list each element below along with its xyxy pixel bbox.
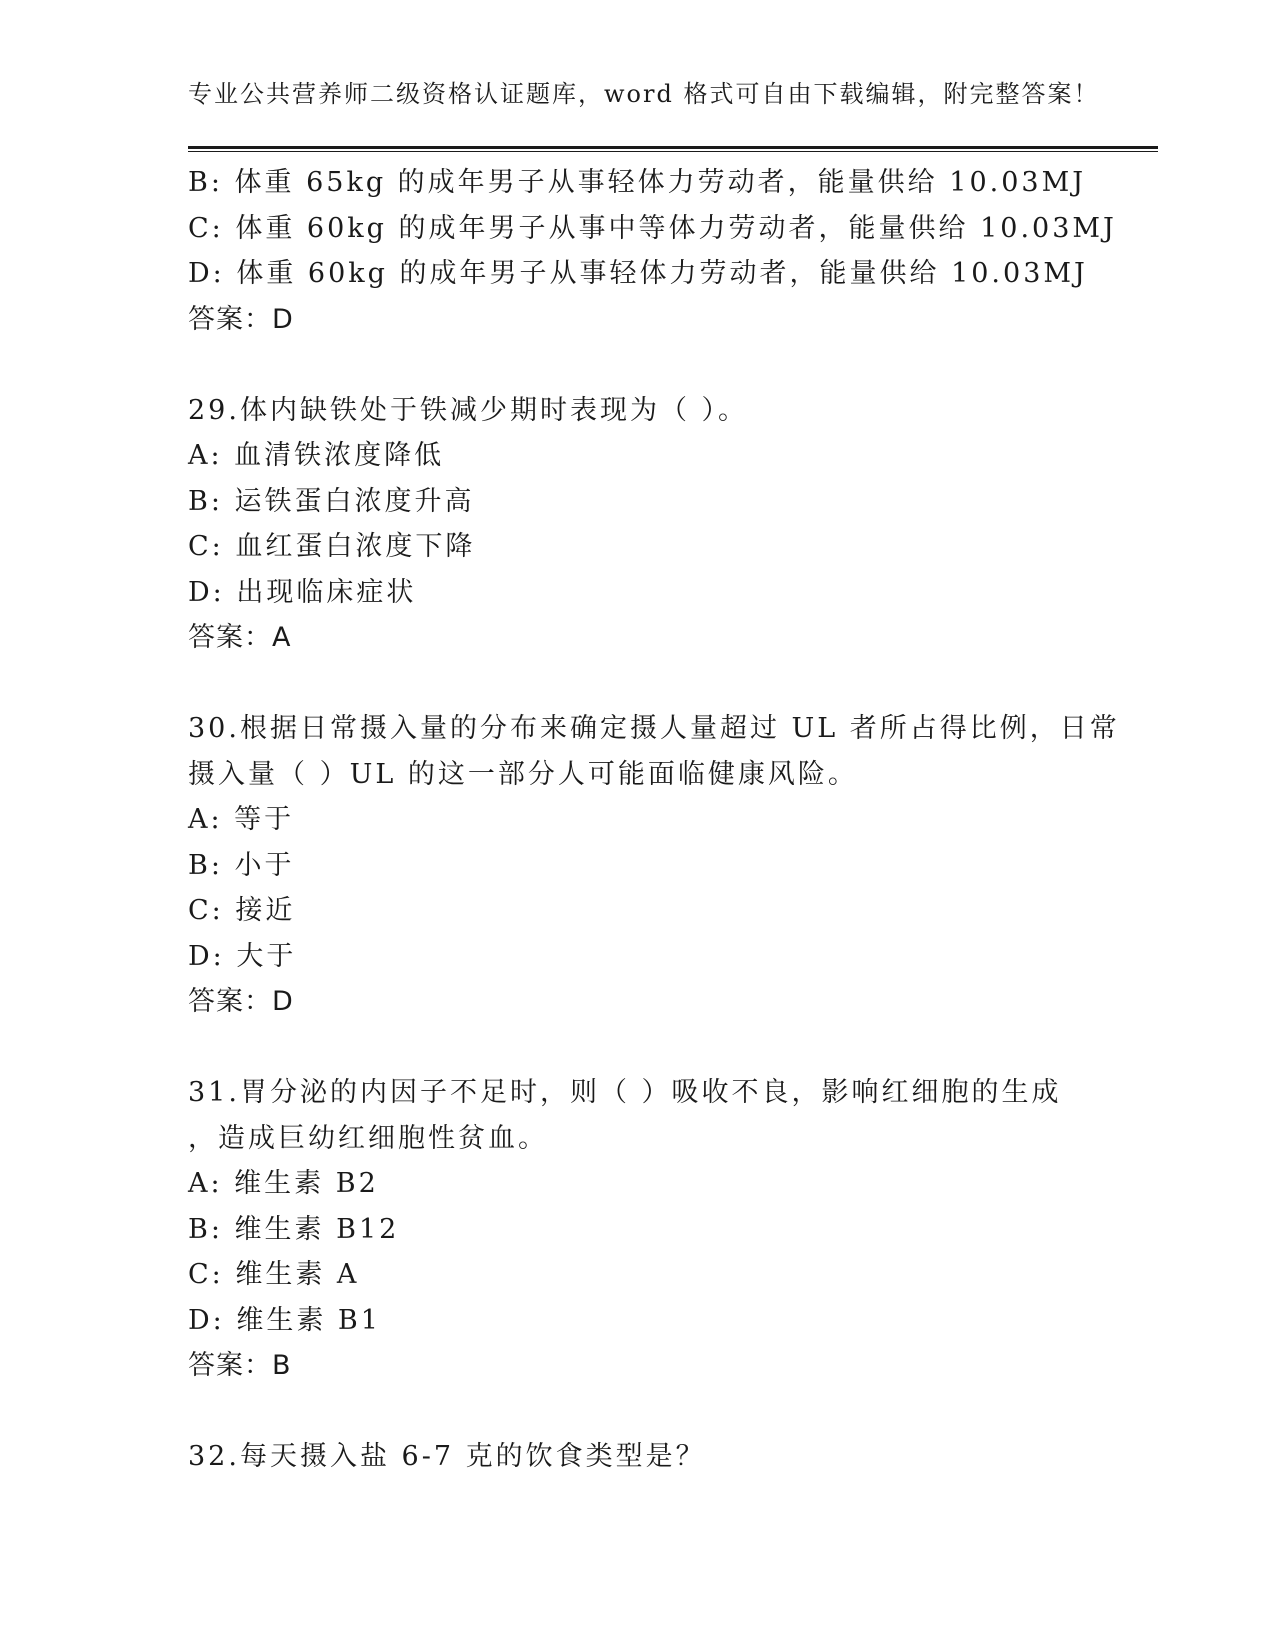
option-b: B: 小于 <box>188 849 295 881</box>
question-stem-line-2: 摄入量（ ）UL 的这一部分人可能面临健康风险。 <box>188 758 858 790</box>
option-b: B: 维生素 B12 <box>188 1213 400 1245</box>
spacer <box>188 1025 1088 1071</box>
question-31 <box>188 1070 1088 1389</box>
option-d: D: 维生素 B1 <box>188 1304 381 1336</box>
option-c: C: 体重 60kg 的成年男子从事中等体力劳动者，能量供给 10.03MJ <box>188 212 1117 244</box>
question-stem-line-1: 30.根据日常摄入量的分布来确定摄人量超过 UL 者所占得比例，日常 <box>188 713 1120 744</box>
question-list <box>188 160 1120 1480</box>
option-c: C: 接近 <box>188 895 296 926</box>
answer: 答案：D <box>188 986 294 1017</box>
option-c: C: 血红蛋白浓度下降 <box>188 531 476 562</box>
spacer <box>188 342 1088 388</box>
question-28 <box>188 160 1117 342</box>
answer: 答案：B <box>188 1350 292 1381</box>
question-30 <box>188 706 1120 1025</box>
question-stem: 32.每天摄入盐 6-7 克的饮食类型是？ <box>188 1441 706 1472</box>
answer: 答案：D <box>188 303 294 335</box>
question-stem-line-1: 31.胃分泌的内因子不足时，则（ ）吸收不良，影响红细胞的生成 <box>188 1077 1062 1108</box>
option-b: B: 体重 65kg 的成年男子从事轻体力劳动者，能量供给 10.03MJ <box>188 167 1087 198</box>
option-d: D: 体重 60kg 的成年男子从事轻体力劳动者，能量供给 10.03MJ <box>188 258 1088 289</box>
question-stem: 29.体内缺铁处于铁减少期时表现为（ ）。 <box>188 394 749 426</box>
option-a: A: 维生素 B2 <box>188 1168 379 1199</box>
option-a: A: 血清铁浓度降低 <box>188 440 445 471</box>
spacer <box>188 661 1088 707</box>
question-stem-line-2: ，造成巨幼红细胞性贫血。 <box>188 1122 548 1154</box>
option-c: C: 维生素 A <box>188 1259 360 1290</box>
option-d: D: 大于 <box>188 940 297 972</box>
option-a: A: 等于 <box>188 804 295 835</box>
option-d: D: 出现临床症状 <box>188 576 417 608</box>
question-32 <box>188 1434 1088 1480</box>
header-rule-thin <box>188 151 1158 152</box>
option-b: B: 运铁蛋白浓度升高 <box>188 485 475 517</box>
question-29 <box>188 388 1088 661</box>
spacer <box>188 1389 1088 1435</box>
header-rule-thick <box>188 146 1158 149</box>
answer: 答案：A <box>188 622 292 653</box>
page-header: 专业公共营养师二级资格认证题库，word 格式可自由下载编辑，附完整答案！ <box>188 80 1100 108</box>
